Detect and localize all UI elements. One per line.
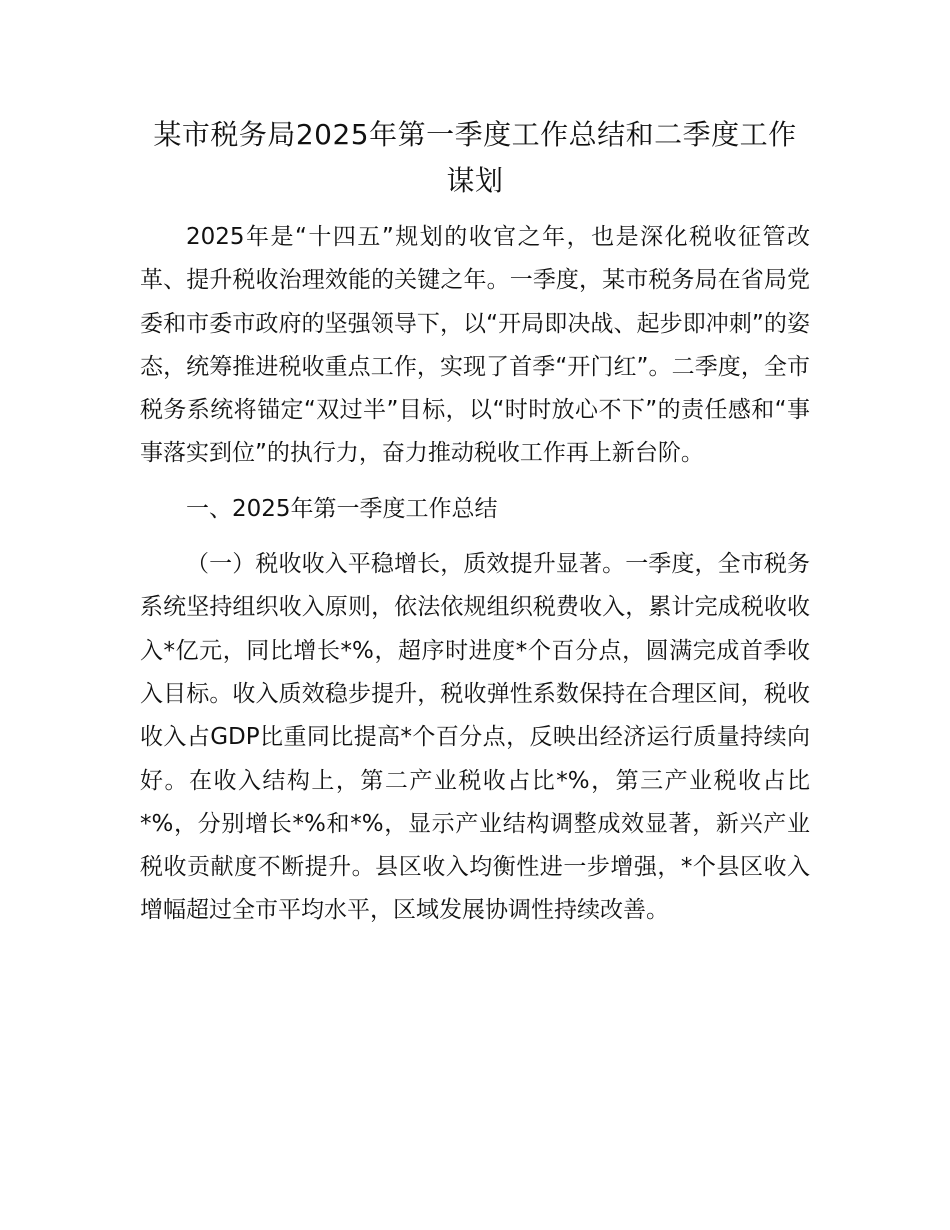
intro-paragraph: 2025年是“十四五”规划的收官之年，也是深化税收征管改革、提升税收治理效能的关键之年。一季度，某市税务局在省局党委和市委市政府的坚强领导下，以“开局即决战、起步即冲刺”的姿态，统筹推进税收重点工作，实现了首季“开门红”。二季度，全市税务系统将锚定“双过半”目标，以“时时放心不下”的责任感和“事事落实到位”的执行力，奋力推动税收工作再上新台阶。 [140, 224, 810, 467]
subsection-paragraph-1: （一）税收收入平稳增长，质效提升显著。一季度，全市税务系统坚持组织收入原则，依法依规组织税费收入，累计完成税收收入*亿元，同比增长*%，超序时进度*个百分点，圆满完成首季收入目标。收入质效稳步提升，税收弹性系数保持在合理区间，税收收入占GDP比重同比提高*个百分点，反映出经济运行质量持续向好。在收入结构上，第二产业税收占比*%，第三产业税收占比*%，分别增长*%和*%，显示产业结构调整成效显著，新兴产业税收贡献度不断提升。县区收入均衡性进一步增强，*个县区收入增幅超过全市平均水平，区域发展协调性持续改善。 [140, 551, 810, 924]
document-title: 某市税务局2025年第一季度工作总结和二季度工作谋划 [153, 118, 797, 197]
section-heading-1: 一、2025年第一季度工作总结 [186, 495, 498, 522]
document-body [140, 112, 810, 933]
